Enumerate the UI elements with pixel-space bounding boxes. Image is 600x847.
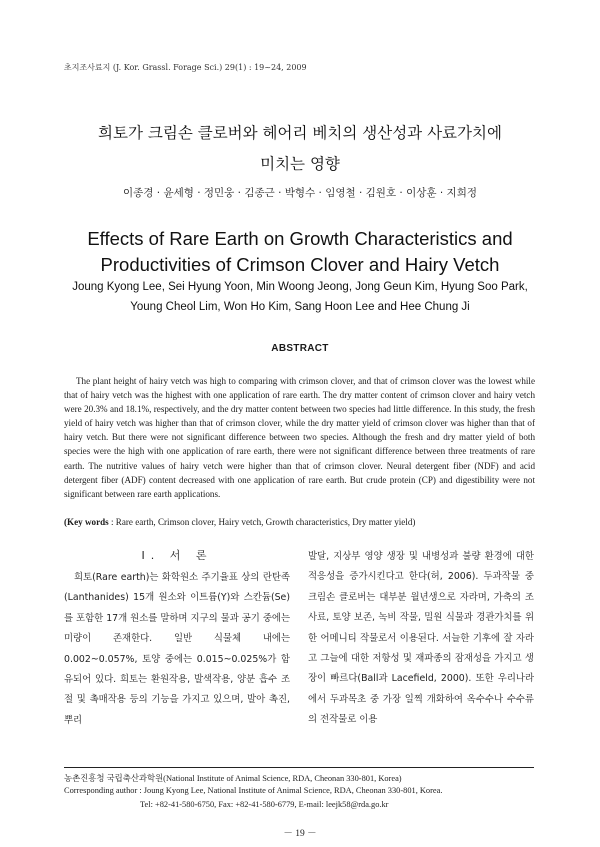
korean-title-line-2: 미치는 영향 [260,155,340,173]
english-authors-line-2: Young Cheol Lim, Won Ho Kim, Sang Hoon Lee and Hee Chung Ji [130,301,470,313]
korean-authors: 이종경 · 윤세형 · 정민웅 · 김종근 · 박형수 · 임영철 · 김원호 · 이상훈 · 지희정 [123,187,477,199]
korean-title-line-1: 희토가 크림손 클로버와 헤어리 베치의 생산성과 사료가치에 [98,124,502,142]
footer-affiliation: 농촌진흥청 국립축산과학원(National Institute of Animal Science, RDA, Cheonan 330-801, Korea) [64,774,402,783]
keywords-text: : Rare earth, Crimson clover, Hairy vetch, Growth characteristics, Dry matter yield) [108,517,416,527]
intro-left-column: 희토(Rare earth)는 화학원소 주기율표 상의 란탄족(Lanthanides) 15개 원소와 이트륨(Y)와 스칸듐(Se)를 포함한 17개 원소를 말하며 지구의 물과 공기 중에는 미량이 존재한다. 일반 식물체 내에는 0.002~0.057%, 토양 중에는 0.015~0.025%가 함유되어 있다. 희토는 환원작용, 발색작용, 양분 흡수 조절 및 촉매작용 등의 기능을 가지고 있으며, 발아 촉진, 뿌리 [64,572,290,726]
footer-divider [64,767,534,768]
english-authors-line-1: Joung Kyong Lee, Sei Hyung Yoon, Min Woong Jeong, Jong Geun Kim, Hyung Soo Park, [72,281,528,293]
abstract-body: The plant height of hairy vetch was high to comparing with crimson clover, and that of crimson clover was the lowest while that of hairy vetch was the highest with one application of rare earth. The dry matter content of crimson clover and hairy vetch were 20.3% and 18.1%, respectively, and the dry matter content between two species had little difference. In this study, the fresh yield of hairy vetch was higher than that of crimson clover, while the dry matter yield of crimson clover was higher than that of hairy vetch. But there were not significant difference between two species. Although the fresh and dry matter yield of both species were the high with one application of rare earth, there were not significant difference between three treatments of rare earth. The nutritive values of hairy vetch were higher than that of crimson clover. Neural detergent fiber (NDF) and acid detergent fiber (ADF) content decreased with one application of rare earth. But crude protein (CP) and digestibility were not significant between rare earth applications. [64,376,535,499]
section-heading-introduction: I. 서 론 [141,549,213,562]
journal-header: 초지조사료지 (J. Kor. Grassl. Forage Sci.) 29(1) : 19~24, 2009 [64,63,307,72]
footer-contact: Tel: +82-41-580-6750, Fax: +82-41-580-6779, E-mail: leejk58@rda.go.kr [140,800,389,809]
intro-right-column: 발달, 지상부 영양 생장 및 내병성과 불량 환경에 대한 적응성을 증가시킨다고 한다(허, 2006). 두과작물 중 크림손 클로버는 대부분 월년생으로 자라며, 가축의 조사료, 토양 보존, 녹비 작물, 밀원 식물과 경관가치를 위한 어메니티 작물로서 이용된다. 서늘한 기후에 잘 자라고 그늘에 대한 저항성 및 재파종의 잠재성을 가지고 생장이 빠르다(Ball과 Lacefield, 2000). 또한 우리나라에서 두과목초 중 가장 일찍 개화하여 옥수수나 수수류의 전작물로 이용 [308,551,534,726]
keywords [64,517,544,527]
page-number: － 19 － [283,829,317,839]
abstract-heading: ABSTRACT [271,343,329,354]
english-title-line-2: Productivities of Crimson Clover and Hairy Vetch [100,254,500,275]
keywords-label: (Key words [64,517,109,527]
english-title-line-1: Effects of Rare Earth on Growth Characteristics and [87,228,513,249]
footer-corresponding-author: Corresponding author : Joung Kyong Lee, National Institute of Animal Science, RDA, Cheonan 330-801, Korea. [64,786,443,795]
